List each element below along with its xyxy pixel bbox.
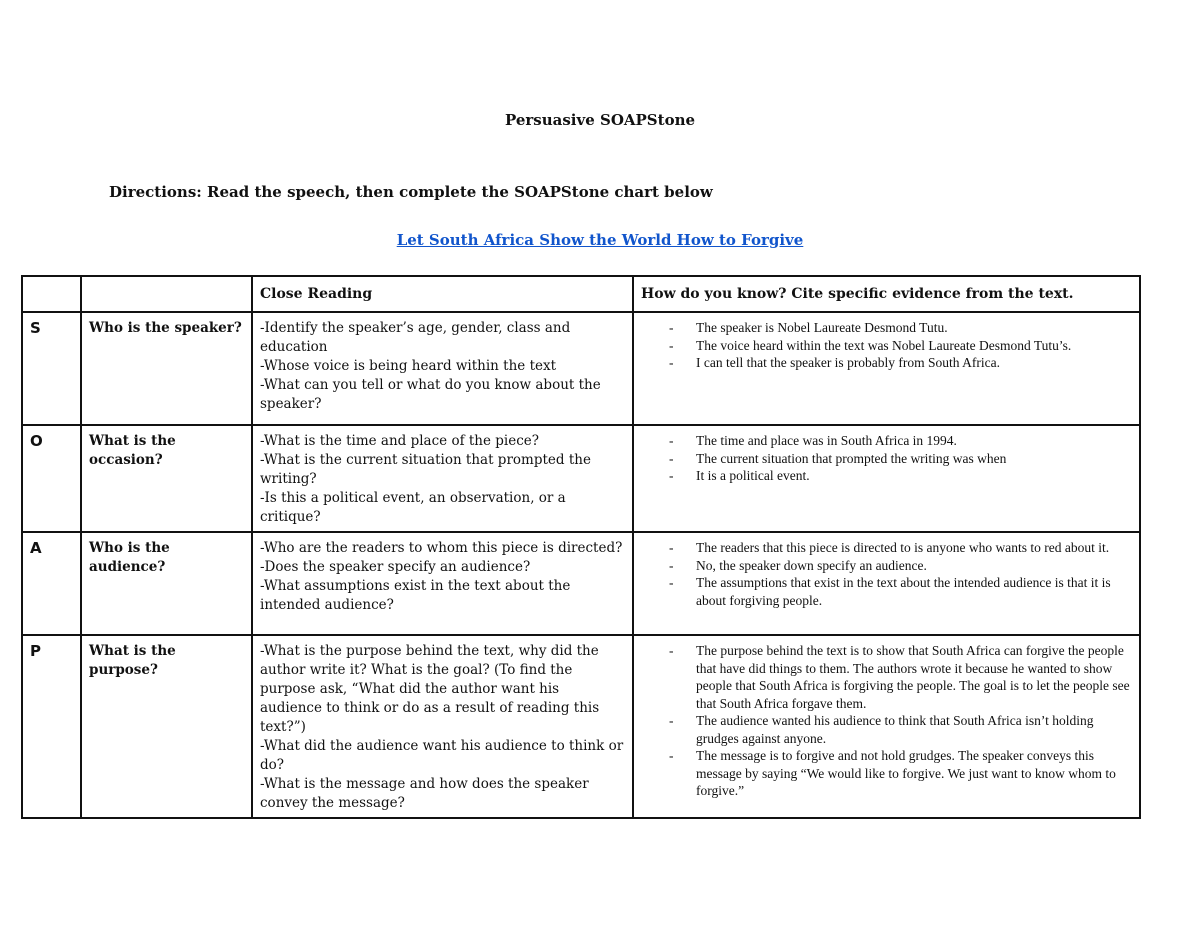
close-reading-line: -Whose voice is being heard within the text xyxy=(260,358,557,374)
evidence-cell xyxy=(633,532,1140,635)
evidence-list xyxy=(641,642,1132,800)
close-reading-cell xyxy=(252,635,633,818)
letter-o: O xyxy=(30,432,43,450)
row-question xyxy=(81,532,252,635)
table-row-purpose xyxy=(22,635,1140,818)
evidence-cell xyxy=(633,312,1140,425)
document-title: Persuasive SOAPStone xyxy=(504,111,696,129)
close-reading-line: -What can you tell or what do you know about the speaker? xyxy=(260,377,601,412)
evidence-item: - I can tell that the speaker is probably from South Africa. xyxy=(696,354,1132,372)
close-reading-cell xyxy=(252,425,633,532)
close-reading-line: -What is the message and how does the speaker convey the message? xyxy=(260,776,589,811)
letter-s: S xyxy=(30,319,41,337)
evidence-list xyxy=(641,319,1132,372)
evidence-item: - The readers that this piece is directed to is anyone who wants to red about it. xyxy=(696,539,1132,557)
close-reading-line: -What did the audience want his audience to think or do? xyxy=(260,738,624,773)
evidence-cell xyxy=(633,425,1140,532)
row-question xyxy=(81,425,252,532)
evidence-item: - The speaker is Nobel Laureate Desmond Tutu. xyxy=(696,319,1132,337)
row-letter xyxy=(22,425,81,532)
close-reading-cell xyxy=(252,312,633,425)
header-cell-evidence: How do you know? Cite specific evidence from the text. xyxy=(633,276,1140,312)
evidence-item: - The time and place was in South Africa in 1994. xyxy=(696,432,1132,450)
evidence-item: - The purpose behind the text is to show that South Africa can forgive the people that have did things to them. The authors wrote it because he wanted to show people that South Africa is forgiving the people. The goal is to let the people see that South Africa forgave them. xyxy=(696,642,1132,712)
evidence-item: - It is a political event. xyxy=(696,467,1132,485)
header-cell-question xyxy=(81,276,252,312)
question-speaker: Who is the speaker? xyxy=(89,320,242,336)
row-letter xyxy=(22,532,81,635)
letter-a: A xyxy=(30,539,42,557)
evidence-list xyxy=(641,432,1132,485)
speech-link-container xyxy=(0,231,1200,249)
table-row-audience xyxy=(22,532,1140,635)
question-occasion: What is the occasion? xyxy=(89,433,176,468)
table-header-row xyxy=(22,276,1140,312)
question-purpose: What is the purpose? xyxy=(89,643,176,678)
row-letter xyxy=(22,312,81,425)
question-audience: Who is the audience? xyxy=(89,540,170,575)
close-reading-line: -What assumptions exist in the text about the intended audience? xyxy=(260,578,571,613)
header-cell-close-reading: Close Reading xyxy=(252,276,633,312)
evidence-list xyxy=(641,539,1132,609)
evidence-item: - The current situation that prompted the writing was when xyxy=(696,450,1132,468)
close-reading-line: -Identify the speaker’s age, gender, class and education xyxy=(260,320,571,355)
directions-text: Directions: Read the speech, then complete the SOAPStone chart below xyxy=(109,183,713,201)
row-question xyxy=(81,312,252,425)
evidence-cell xyxy=(633,635,1140,818)
table-row-speaker xyxy=(22,312,1140,425)
soapstone-table xyxy=(21,275,1141,819)
evidence-item: - The assumptions that exist in the text about the intended audience is that it is about forgiving people. xyxy=(696,574,1132,609)
close-reading-line: -What is the time and place of the piece? xyxy=(260,433,539,449)
evidence-item: - The voice heard within the text was Nobel Laureate Desmond Tutu’s. xyxy=(696,337,1132,355)
table-row-occasion xyxy=(22,425,1140,532)
row-question xyxy=(81,635,252,818)
close-reading-cell xyxy=(252,532,633,635)
evidence-item: - The message is to forgive and not hold grudges. The speaker conveys this message by saying “We would like to forgive. We just want to know whom to forgive.” xyxy=(696,747,1132,800)
close-reading-line: -What is the purpose behind the text, why did the author write it? What is the goal? (To find the purpose ask, “What did the author want his audience to think or do as a result of reading this text?”) xyxy=(260,643,600,735)
close-reading-line: -Does the speaker specify an audience? xyxy=(260,559,531,575)
close-reading-line: -Is this a political event, an observation, or a critique? xyxy=(260,490,566,525)
header-cell-letter xyxy=(22,276,81,312)
close-reading-line: -Who are the readers to whom this piece is directed? xyxy=(260,540,623,556)
row-letter xyxy=(22,635,81,818)
letter-p: P xyxy=(30,642,41,660)
close-reading-line: -What is the current situation that prompted the writing? xyxy=(260,452,591,487)
evidence-item: - No, the speaker down specify an audience. xyxy=(696,557,1132,575)
speech-link[interactable]: Let South Africa Show the World How to Forgive xyxy=(396,231,804,249)
evidence-item: - The audience wanted his audience to think that South Africa isn’t holding grudges against anyone. xyxy=(696,712,1132,747)
